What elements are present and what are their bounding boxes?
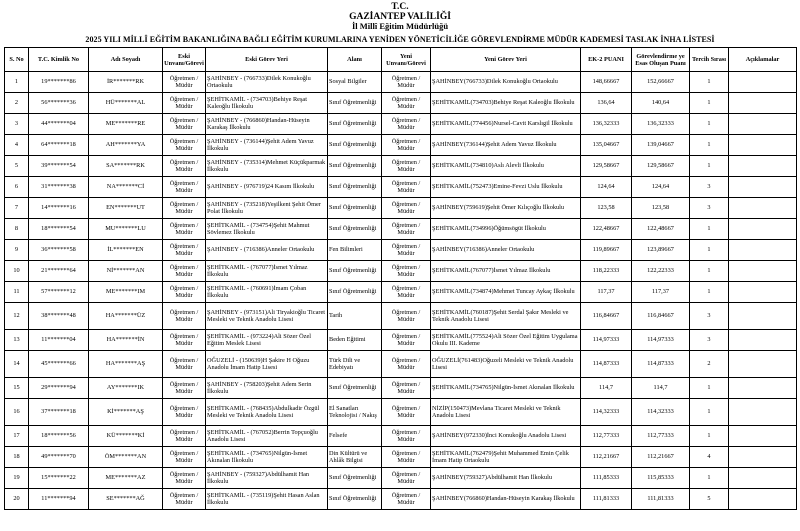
col-header-name: Adı Soyadı (89, 48, 163, 72)
cell-notes (729, 351, 797, 378)
cell-notes (729, 156, 797, 177)
cell-new-title: Öğretmen / Müdür (382, 489, 431, 510)
cell-pref: 2 (690, 351, 729, 378)
cell-new-place: ŞEHİTKAMİL(734996)Öğümsögüt İlkokulu (431, 219, 581, 240)
cell-old-place: ŞAHİNBEY - (976719)24 Kasım İlkokulu (206, 177, 328, 198)
cell-pref: 1 (690, 378, 729, 399)
cell-ek2: 148,66667 (581, 72, 632, 93)
cell-old-place: ŞEHİTKAMİL - (767077)İsmet Yılmaz İlkokulu (206, 261, 328, 282)
cell-pref: 3 (690, 177, 729, 198)
cell-based: 136,32333 (632, 114, 690, 135)
cell-new-place: ŞAHİNBEY(766860)Handan-Hüseyin Karakaş İlkokulu (431, 489, 581, 510)
cell-new-place: ŞAHİNBEY(736144)Şehit Adem Yavuz İlkokulu (431, 135, 581, 156)
cell-old-place: ŞEHİTKAMİL - (734703)Behiye Reşat Kaleoğlu İlkokulu (206, 93, 328, 114)
cell-ek2: 129,58667 (581, 156, 632, 177)
cell-tc: 15*******22 (29, 468, 89, 489)
cell-notes (729, 177, 797, 198)
cell-tc: 44*******04 (29, 114, 89, 135)
table-row (5, 399, 797, 426)
cell-new-title: Öğretmen / Müdür (382, 261, 431, 282)
cell-old-title: Öğretmen / Müdür (163, 303, 206, 330)
cell-based: 112,21667 (632, 447, 690, 468)
cell-field: Beden Eğitimi (328, 330, 382, 351)
cell-old-title: Öğretmen / Müdür (163, 156, 206, 177)
cell-new-place: ŞEHİTKAMİL(734810)Aslı Alevli İlkokulu (431, 156, 581, 177)
cell-pref: 1 (690, 135, 729, 156)
cell-name: ME*******RE (89, 114, 163, 135)
cell-name: ME*******IM (89, 282, 163, 303)
cell-new-title: Öğretmen / Müdür (382, 351, 431, 378)
cell-pref: 1 (690, 156, 729, 177)
cell-name: HA*******ÜZ (89, 303, 163, 330)
cell-new-place: ŞEHİTKAMİL(767077)İsmet Yılmaz İlkokulu (431, 261, 581, 282)
cell-pref: 1 (690, 114, 729, 135)
cell-sno: 16 (5, 399, 29, 426)
cell-name: AH*******YA (89, 135, 163, 156)
cell-old-title: Öğretmen / Müdür (163, 219, 206, 240)
cell-tc: 18*******54 (29, 219, 89, 240)
cell-ek2: 114,32333 (581, 399, 632, 426)
cell-pref: 3 (690, 330, 729, 351)
cell-sno: 20 (5, 489, 29, 510)
cell-tc: 19*******86 (29, 72, 89, 93)
cell-tc: 49*******70 (29, 447, 89, 468)
cell-new-title: Öğretmen / Müdür (382, 72, 431, 93)
cell-new-place: NİZİP(150473)Mevlana Ticaret Mesleki ve Teknik Anadolu Lisesi (431, 399, 581, 426)
cell-new-title: Öğretmen / Müdür (382, 426, 431, 447)
table-row (5, 489, 797, 510)
cell-based: 117,37 (632, 282, 690, 303)
cell-name: HÜ*******AL (89, 93, 163, 114)
cell-name: İR*******RK (89, 72, 163, 93)
cell-tc: 21*******64 (29, 261, 89, 282)
cell-name: KÜ*******Kİ (89, 426, 163, 447)
assignment-table (4, 47, 797, 510)
cell-pref: 3 (690, 303, 729, 330)
cell-sno: 17 (5, 426, 29, 447)
col-header-ek2: EK-2 PUANI (581, 48, 632, 72)
cell-old-place: ŞAHİNBEY - (759327)Abdülhamit Han İlkokulu (206, 468, 328, 489)
cell-field: Sınıf Öğretmenliği (328, 198, 382, 219)
cell-field: El Sanatları Teknolojisi / Nakış (328, 399, 382, 426)
cell-sno: 5 (5, 156, 29, 177)
cell-based: 129,58667 (632, 156, 690, 177)
cell-name: Nİ*******AN (89, 261, 163, 282)
cell-name: SA*******RK (89, 156, 163, 177)
cell-name: EN*******UT (89, 198, 163, 219)
table-row (5, 261, 797, 282)
cell-based: 116,84667 (632, 303, 690, 330)
cell-name: Kİ*******AŞ (89, 399, 163, 426)
cell-tc: 31*******38 (29, 177, 89, 198)
table-row (5, 240, 797, 261)
cell-new-place: ŞEHİTKAMİL(734765)Nilgün-İsmet Akınalan İlkokulu (431, 378, 581, 399)
cell-name: SE*******AĞ (89, 489, 163, 510)
cell-old-title: Öğretmen / Müdür (163, 177, 206, 198)
table-row (5, 72, 797, 93)
cell-new-title: Öğretmen / Müdür (382, 399, 431, 426)
cell-old-title: Öğretmen / Müdür (163, 468, 206, 489)
header-line-governorship: GAZİANTEP VALİLİĞİ (349, 11, 451, 22)
cell-ek2: 122,48667 (581, 219, 632, 240)
cell-old-title: Öğretmen / Müdür (163, 351, 206, 378)
header-line-directorate: İl Millî Eğitim Müdürlüğü (351, 21, 449, 31)
col-header-field: Alanı (328, 48, 382, 72)
cell-new-title: Öğretmen / Müdür (382, 177, 431, 198)
cell-field: Sınıf Öğretmenliği (328, 114, 382, 135)
cell-new-title: Öğretmen / Müdür (382, 282, 431, 303)
cell-old-title: Öğretmen / Müdür (163, 399, 206, 426)
cell-field: Din Kültürü ve Ahlâk Bilgisi (328, 447, 382, 468)
cell-old-place: ŞEHİTKAMİL - (767052)Berrin Topçuoğlu Anadolu Lisesi (206, 426, 328, 447)
cell-field: Tarih (328, 303, 382, 330)
cell-field: Sınıf Öğretmenliği (328, 261, 382, 282)
table-row (5, 303, 797, 330)
cell-old-place: ŞAHİNBEY - (766733)Dilek Konukoğlu Ortaokulu (206, 72, 328, 93)
cell-pref: 5 (690, 489, 729, 510)
table-row (5, 219, 797, 240)
cell-sno: 9 (5, 240, 29, 261)
cell-notes (729, 468, 797, 489)
table-header-row (5, 48, 797, 72)
cell-based: 114,87333 (632, 351, 690, 378)
cell-field: Türk Dili ve Edebiyatı (328, 351, 382, 378)
cell-based: 112,77333 (632, 426, 690, 447)
cell-field: Sınıf Öğretmenliği (328, 93, 382, 114)
cell-sno: 1 (5, 72, 29, 93)
cell-sno: 7 (5, 198, 29, 219)
cell-ek2: 114,97333 (581, 330, 632, 351)
cell-new-title: Öğretmen / Müdür (382, 93, 431, 114)
cell-new-title: Öğretmen / Müdür (382, 114, 431, 135)
table-row (5, 330, 797, 351)
cell-based: 139,04667 (632, 135, 690, 156)
cell-tc: 57*******12 (29, 282, 89, 303)
cell-name: NA*******Cİ (89, 177, 163, 198)
cell-based: 123,89667 (632, 240, 690, 261)
cell-sno: 4 (5, 135, 29, 156)
cell-field: Fen Bilimleri (328, 240, 382, 261)
cell-notes (729, 426, 797, 447)
cell-notes (729, 282, 797, 303)
table-row (5, 351, 797, 378)
cell-ek2: 136,32333 (581, 114, 632, 135)
cell-old-title: Öğretmen / Müdür (163, 135, 206, 156)
table-row (5, 378, 797, 399)
cell-tc: 18*******56 (29, 426, 89, 447)
cell-new-place: ŞEHİTKAMİL(775524)Ali Sözer Özel Eğitim Uygulama Okulu III. Kademe (431, 330, 581, 351)
cell-sno: 13 (5, 330, 29, 351)
cell-new-place: ŞAHİNBEY(972330)İnci Konukoğlu Anadolu Lisesi (431, 426, 581, 447)
cell-new-title: Öğretmen / Müdür (382, 303, 431, 330)
cell-based: 124,64 (632, 177, 690, 198)
cell-based: 111,81333 (632, 489, 690, 510)
cell-old-title: Öğretmen / Müdür (163, 489, 206, 510)
col-header-new-title: Yeni Unvanı/Görevi (382, 48, 431, 72)
cell-tc: 39*******54 (29, 156, 89, 177)
cell-tc: 56*******36 (29, 93, 89, 114)
cell-old-place: ŞEHİTKAMİL - (973224)Ali Sözer Özel Eğitim Meslek Lisesi (206, 330, 328, 351)
cell-new-title: Öğretmen / Müdür (382, 468, 431, 489)
cell-pref: 1 (690, 219, 729, 240)
cell-name: HA*******İN (89, 330, 163, 351)
cell-old-place: ŞAHİNBEY - (973151)Ali Tiryakioğlu Ticaret Mesleki ve Teknik Anadolu Lisesi (206, 303, 328, 330)
cell-new-title: Öğretmen / Müdür (382, 219, 431, 240)
cell-notes (729, 135, 797, 156)
cell-old-place: ŞAHİNBEY - (758203)Şehit Adem Serin İlkokulu (206, 378, 328, 399)
cell-notes (729, 198, 797, 219)
table-row (5, 135, 797, 156)
cell-new-place: ŞEHİTKAMİL(734703)Behiye Reşat Kaleoğlu İlkokulu (431, 93, 581, 114)
cell-pref: 1 (690, 240, 729, 261)
cell-new-place: ŞEHİTKAMİL(774456)Nursel-Cavit Karslıgil İlkokulu (431, 114, 581, 135)
cell-field: Sınıf Öğretmenliği (328, 378, 382, 399)
table-row (5, 282, 797, 303)
table-row (5, 198, 797, 219)
cell-notes (729, 261, 797, 282)
col-header-old-title: Eski Unvanı/Görevi (163, 48, 206, 72)
cell-notes (729, 93, 797, 114)
cell-old-title: Öğretmen / Müdür (163, 93, 206, 114)
cell-based: 140,64 (632, 93, 690, 114)
cell-new-place: ŞEHİTKAMİL(760187)Şehit Serdal Şakır Mesleki ve Teknik Anadolu Lisesi (431, 303, 581, 330)
cell-ek2: 136,64 (581, 93, 632, 114)
cell-name: İL*******EN (89, 240, 163, 261)
cell-name: HA*******AŞ (89, 351, 163, 378)
cell-pref: 3 (690, 198, 729, 219)
cell-sno: 12 (5, 303, 29, 330)
col-header-notes: Açıklamalar (729, 48, 797, 72)
cell-notes (729, 114, 797, 135)
table-row (5, 426, 797, 447)
cell-field: Sınıf Öğretmenliği (328, 177, 382, 198)
cell-new-title: Öğretmen / Müdür (382, 447, 431, 468)
cell-new-place: ŞAHİNBEY(759619)Şehit Ömer Kılıçoğlu İlkokulu (431, 198, 581, 219)
cell-tc: 14*******16 (29, 198, 89, 219)
cell-notes (729, 219, 797, 240)
col-header-sno: S. No (5, 48, 29, 72)
table-row (5, 156, 797, 177)
table-row (5, 447, 797, 468)
cell-new-place: OĞUZELİ(761483)Oğuzeli Mesleki ve Teknik Anadolu Lisesi (431, 351, 581, 378)
cell-field: Sınıf Öğretmenliği (328, 489, 382, 510)
cell-ek2: 116,84667 (581, 303, 632, 330)
cell-old-place: ŞEHİTKAMİL - (734754)Şehit Mahmut Sövlemez İlkokulu (206, 219, 328, 240)
cell-sno: 10 (5, 261, 29, 282)
cell-tc: 38*******48 (29, 303, 89, 330)
cell-new-place: ŞEHİTKAMİL(734874)Mehmet Tuncay Aykaç İlkokulu (431, 282, 581, 303)
cell-notes (729, 447, 797, 468)
cell-old-place: ŞEHİTKAMİL - (760691)İmam Çoban İlkokulu (206, 282, 328, 303)
cell-old-place: ŞAHİNBEY - (716386)Anneler Ortaokulu (206, 240, 328, 261)
cell-new-title: Öğretmen / Müdür (382, 198, 431, 219)
cell-sno: 14 (5, 351, 29, 378)
cell-notes (729, 489, 797, 510)
cell-pref: 1 (690, 399, 729, 426)
cell-based: 114,97333 (632, 330, 690, 351)
cell-old-place: ŞAHİNBEY - (735314)Mehmet Küçükparmak İlkokulu (206, 156, 328, 177)
cell-notes (729, 240, 797, 261)
cell-pref: 4 (690, 447, 729, 468)
cell-field: Sınıf Öğretmenliği (328, 468, 382, 489)
cell-ek2: 124,64 (581, 177, 632, 198)
cell-old-title: Öğretmen / Müdür (163, 114, 206, 135)
document-header (4, 3, 796, 44)
cell-new-place: ŞAHİNBEY(716386)Anneler Ortaokulu (431, 240, 581, 261)
cell-field: Felsefe (328, 426, 382, 447)
cell-sno: 6 (5, 177, 29, 198)
cell-name: AY*******IK (89, 378, 163, 399)
cell-name: MU*******LU (89, 219, 163, 240)
col-header-old-place: Eski Görev Yeri (206, 48, 328, 72)
cell-ek2: 114,7 (581, 378, 632, 399)
cell-tc: 37*******18 (29, 399, 89, 426)
col-header-based: Görevlendirme ye Esas Oluşan Puanı (632, 48, 690, 72)
cell-new-place: ŞEHİTKAMİL(762479)Şehit Muhammed Emin Çelik İmam Hatip Ortaokulu (431, 447, 581, 468)
cell-new-place: ŞEHİTKAMİL(752473)Emine-Fevzi Uslu İlkokulu (431, 177, 581, 198)
cell-new-title: Öğretmen / Müdür (382, 135, 431, 156)
cell-pref: 1 (690, 282, 729, 303)
cell-new-title: Öğretmen / Müdür (382, 330, 431, 351)
table-row (5, 468, 797, 489)
cell-sno: 11 (5, 282, 29, 303)
cell-old-title: Öğretmen / Müdür (163, 198, 206, 219)
cell-new-title: Öğretmen / Müdür (382, 378, 431, 399)
cell-tc: 36*******58 (29, 240, 89, 261)
cell-old-place: ŞAHİNBEY - (735218)Yeşilkent Şehit Ömer Polat İlkokulu (206, 198, 328, 219)
cell-pref: 1 (690, 72, 729, 93)
cell-old-place: ŞEHİTKAMİL - (734765)Nilgün-İsmet Akınalan İlkokulu (206, 447, 328, 468)
cell-ek2: 112,21667 (581, 447, 632, 468)
cell-new-title: Öğretmen / Müdür (382, 156, 431, 177)
cell-old-place: ŞEHİTKAMİL - (735119)Şehit Hasan Aslan İlkokulu (206, 489, 328, 510)
cell-ek2: 114,87333 (581, 351, 632, 378)
cell-old-title: Öğretmen / Müdür (163, 447, 206, 468)
cell-old-title: Öğretmen / Müdür (163, 282, 206, 303)
cell-pref: 1 (690, 468, 729, 489)
cell-tc: 11*******04 (29, 330, 89, 351)
col-header-new-place: Yeni Görev Yeri (431, 48, 581, 72)
col-header-pref: Tercih Sırası (690, 48, 729, 72)
document-title: 2025 YILI MİLLÎ EĞİTİM BAKANLIĞINA BAĞLI EĞİTİM KURUMLARINA YENİDEN YÖNETİCİLİĞE GÖREVLENDİRME MÜDÜR KADEMESİ TASLAK İNHA LİSTESİ (85, 34, 715, 44)
cell-ek2: 118,22333 (581, 261, 632, 282)
cell-name: ÖM*******AN (89, 447, 163, 468)
table-row (5, 177, 797, 198)
cell-old-title: Öğretmen / Müdür (163, 240, 206, 261)
cell-based: 114,7 (632, 378, 690, 399)
cell-field: Sosyal Bilgiler (328, 72, 382, 93)
cell-old-title: Öğretmen / Müdür (163, 426, 206, 447)
cell-old-title: Öğretmen / Müdür (163, 378, 206, 399)
cell-old-place: OĞUZELİ - (150639)H Şakire H Oğuzu Anadolu İmam Hatip Lisesi (206, 351, 328, 378)
cell-ek2: 123,58 (581, 198, 632, 219)
cell-name: ME*******AZ (89, 468, 163, 489)
cell-pref: 1 (690, 93, 729, 114)
cell-field: Sınıf Öğretmenliği (328, 282, 382, 303)
cell-based: 122,22333 (632, 261, 690, 282)
cell-field: Sınıf Öğretmenliği (328, 156, 382, 177)
cell-sno: 8 (5, 219, 29, 240)
cell-sno: 18 (5, 447, 29, 468)
table-row (5, 114, 797, 135)
cell-notes (729, 330, 797, 351)
cell-sno: 19 (5, 468, 29, 489)
cell-pref: 1 (690, 426, 729, 447)
cell-based: 115,85333 (632, 468, 690, 489)
cell-ek2: 119,89667 (581, 240, 632, 261)
cell-ek2: 111,85333 (581, 468, 632, 489)
cell-ek2: 135,04667 (581, 135, 632, 156)
col-header-tc: T.C. Kimlik No (29, 48, 89, 72)
cell-ek2: 117,37 (581, 282, 632, 303)
cell-sno: 15 (5, 378, 29, 399)
cell-old-place: ŞAHİNBEY - (736144)Şehit Adem Yavuz İlkokulu (206, 135, 328, 156)
cell-pref: 1 (690, 261, 729, 282)
cell-old-place: ŞAHİNBEY - (766860)Handan-Hüseyin Karakaş İlkokulu (206, 114, 328, 135)
cell-based: 114,32333 (632, 399, 690, 426)
cell-notes (729, 399, 797, 426)
cell-tc: 64*******18 (29, 135, 89, 156)
table-body (5, 72, 797, 510)
cell-new-place: ŞAHİNBEY(766733)Dilek Konukoğlu Ortaokulu (431, 72, 581, 93)
cell-based: 123,58 (632, 198, 690, 219)
cell-sno: 3 (5, 114, 29, 135)
cell-old-place: ŞEHİTKAMİL - (768435)Abdulkadir Özgül Mesleki ve Teknik Anadolu Lisesi (206, 399, 328, 426)
cell-field: Sınıf Öğretmenliği (328, 135, 382, 156)
table-row (5, 93, 797, 114)
cell-ek2: 111,81333 (581, 489, 632, 510)
cell-old-title: Öğretmen / Müdür (163, 72, 206, 93)
cell-old-title: Öğretmen / Müdür (163, 261, 206, 282)
cell-ek2: 112,77333 (581, 426, 632, 447)
cell-tc: 45*******66 (29, 351, 89, 378)
cell-new-title: Öğretmen / Müdür (382, 240, 431, 261)
cell-based: 152,66667 (632, 72, 690, 93)
cell-new-place: ŞAHİNBEY(759327)Abdülhamit Han İlkokulu (431, 468, 581, 489)
cell-sno: 2 (5, 93, 29, 114)
cell-based: 122,48667 (632, 219, 690, 240)
cell-notes (729, 72, 797, 93)
cell-notes (729, 378, 797, 399)
cell-old-title: Öğretmen / Müdür (163, 330, 206, 351)
cell-notes (729, 303, 797, 330)
cell-tc: 29*******94 (29, 378, 89, 399)
cell-field: Sınıf Öğretmenliği (328, 219, 382, 240)
cell-tc: 11*******94 (29, 489, 89, 510)
header-line-tc: T.C. (391, 2, 409, 12)
